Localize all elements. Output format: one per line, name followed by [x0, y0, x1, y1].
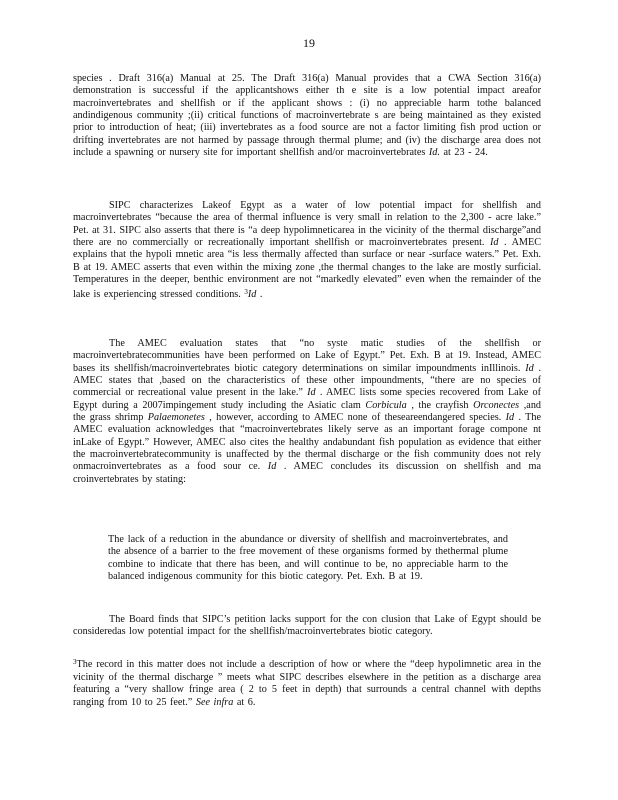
page-number: 19: [303, 36, 315, 50]
paragraph-text: . AMEC concludes its discussion on shellfish and ma croinvertebrates by stating:: [73, 461, 541, 485]
paragraph-text: . AMEC states that ,based on the characteristics of these other impoundments, “there are no species of commercial or recreational value present in the lake.”: [73, 362, 542, 399]
citation-id: Id: [525, 362, 534, 374]
paragraph-text: species . Draft 316(a) Manual at 25. The Draft 316(a) Manual provides that a CWA Section 316(a) demonstration is successful if the applicantshows either th e site is a low potential impact areafor macroinvertebrates and shellfish or if the applicant shows : (i) no appreciable harm tothe balanced andindigenous community ;(ii) critical functions of macroinvertebrate s are being maintained as they existed prior to introduction of heat; (iii) invertebrates as a food source are not a factor limiting fish prod uction or drifting invertebrates are not harmed by passage through thermal plume; and (iv) the discharge area does not include a spawning or nursery site for important shellfish and/or macroinvertebrates: [73, 73, 541, 159]
block-quote: The lack of a reduction in the abundance or diversity of shellfish and macroinvertebrates, and the absence of a barrier to the free movement of these organisms formed by thethermal plume combine to indicate that there has been, and will continue to be, no appreciable harm to the balanced indigenous community for this biotic category. Pet. Exh. B at 19.: [108, 534, 508, 583]
footnote-text: The record in this matter does not include a description of how or where the “deep hypolimnetic area in the vicinity of the thermal discharge ” meets what SIPC describes elsewhere in the petition as a discharge area featuring a “very shallow fringe area ( 2 to 5 feet in depth) that surrounds a central channel with depths ranging from 10 to 25 feet.”: [73, 659, 541, 708]
paragraph-board-finds: The Board finds that SIPC’s petition lacks support for the con clusion that Lake of Egypt should be consideredas low potential impact for the shellfish/macroinvertebrates biotic category.: [73, 614, 541, 638]
citation-id: Id.: [428, 147, 440, 159]
paragraph-text: , however, according to AMEC none of theseareendangered species.: [204, 412, 502, 424]
citation-id: Id: [247, 289, 257, 301]
citation-id: Id: [267, 461, 277, 473]
paragraph-text: . The AMEC evaluation acknowledges that “macroinvertebrates likely serve as an important forage compone nt inLake of Egypt.” However, AMEC also cites the healthy andabundant fish population as evidence that either the macroinvertebratecommunity is unaffected by the thermal discharge or the fish community does not rely onmacroinvertebrates as a food sour ce.: [73, 412, 541, 473]
footnote-number: 3: [73, 658, 77, 666]
paragraph-text: . AMEC explains that the hypoli mnetic area “is less thermally affected than surface or near -surface waters.” Pet. Exh. B at 19. AMEC asserts that even within the mixing zone ,the thermal changes to the lake are mostly surficial. Temperatures in the deeper, benthic environment are not “markedly elevated” even when the remainder of the lake is experiencing stressed conditions.: [73, 237, 542, 301]
citation-see-infra: See infra: [195, 696, 234, 708]
paragraph-text: . AMEC lists some species recovered from Lake of Egypt during a 2007impingement study including the Asiatic clam: [73, 387, 541, 411]
footnote: [73, 656, 541, 709]
species-name: Palaemonetes: [147, 412, 205, 424]
footnote-text: at 6.: [233, 696, 256, 708]
paragraph-text: , the crayfish: [406, 399, 469, 411]
paragraph-text: SIPC characterizes Lakeof Egypt as a water of low potential impact for shellfish and macroinvertebrates “because the area of thermal influence is very small in relation to the 2,300 - acre lake.” Pet. at 31. SIPC also asserts that there is “a deep hypolimneticarea in the vicinity of the thermal discharge”and there are no commercially or recreationally important shellfish or macroinvertebrates present.: [73, 200, 541, 249]
paragraph-draft-manual: [73, 73, 541, 159]
paragraph-text: ,and the grass shrimp: [73, 399, 542, 424]
citation-id: Id: [505, 412, 515, 424]
paragraph-sipc-characterizes: [73, 200, 541, 302]
species-name: Corbicula: [365, 399, 407, 411]
species-name: Orconectes: [473, 399, 520, 411]
paragraph-text: The AMEC evaluation states that “no syste matic studies of the shellfish or macroinvertebratecommunities have been performed on Lake of Egypt.” Pet. Exh. B at 19. Instead, AMEC bases its shellfish/macroinvertebrates biotic category determinations on similar impoundments inIllinois.: [73, 338, 541, 374]
paragraph-text: .: [256, 289, 263, 301]
citation-id: Id: [490, 237, 499, 249]
paragraph-amec-evaluation: [73, 338, 541, 486]
paragraph-text: at 23 - 24.: [439, 147, 488, 159]
footnote-reference: 3: [244, 288, 248, 297]
citation-id: Id: [307, 387, 316, 399]
